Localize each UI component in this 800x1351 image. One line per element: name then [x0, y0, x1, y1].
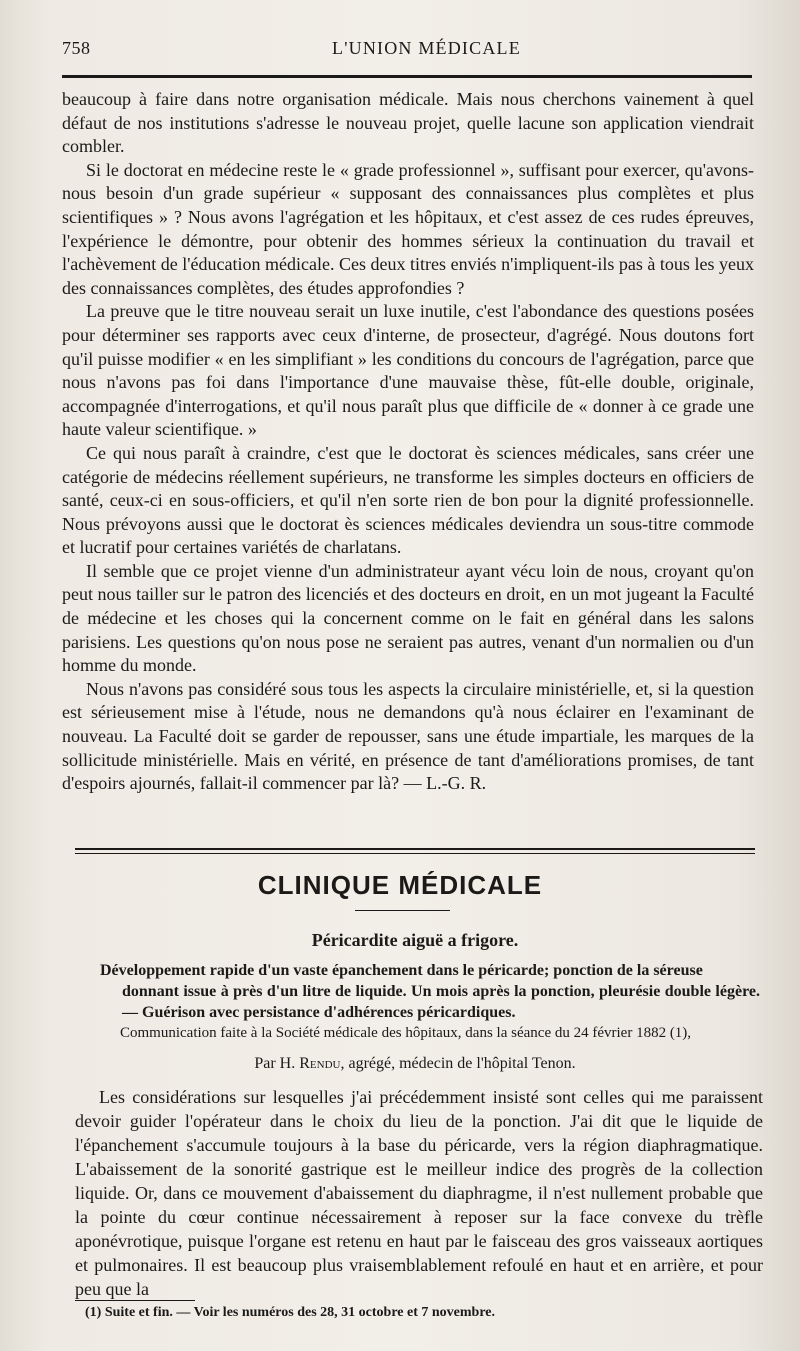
summary-line: Développement rapide d'un vaste épanchement dans le péricarde; ponction de la séreuse	[100, 962, 703, 979]
summary-line: donnant issue à près d'un litre de liquide. Un mois après la ponction, pleurésie double légère. — Guérison avec persistance d'adhérences péricardiques.	[122, 983, 760, 1021]
editorial-text	[62, 88, 754, 796]
paragraph-last	[62, 678, 754, 796]
running-title: L'UNION MÉDICALE	[332, 38, 521, 58]
paragraph: Les considérations sur lesquelles j'ai précédemment insisté sont celles qui me paraissent devoir guider l'opérateur dans le choix du lieu de la ponction. J'ai dit que le liquide de l'épanchement s'accumule toujours à la base du péricarde, vers la région diaphragmatique. L'abaissement de la sonorité gastrique est le meilleur indice des progrès de la collection liquide. Or, dans ce mouvement d'abaissement du diaphragme, il n'est nullement probable que la pointe du cœur continue nécessairement à reposer sur la face convexe du trèfle aponévrotique, puisque l'organe est retenu en haut par le faisceau des gros vaisseaux aortiques et pulmonaires. Il est beaucoup plus vraisemblablement refoulé en haut et en arrière, et pour peu que la	[75, 1087, 763, 1299]
section-title-underline	[355, 910, 450, 911]
article-summary	[100, 960, 760, 1023]
footnote: (1) Suite et fin. — Voir les numéros des 28, 31 octobre et 7 novembre.	[85, 1305, 495, 1320]
section-title: CLINIQUE MÉDICALE	[257, 870, 543, 900]
paragraph: Si le doctorat en médecine reste le « grade professionnel », suffisant pour exercer, qu'avons-nous besoin d'un grade supérieur « supposant des connaissances plus complètes et plus scientifiques » ? Nous avons l'agrégation et les hôpitaux, et c'est assez de ces rudes épreuves, l'expérience le démontre, pour obtenir des hommes sérieux la continuation du travail et l'achèvement de l'éducation médicale. Ces deux titres enviés n'impliquent-ils pas à tous les yeux des connaissances complètes, des études approfondies ?	[62, 159, 754, 298]
footnote-rule	[75, 1300, 195, 1301]
header-rule	[62, 75, 752, 78]
section-divider-thin	[75, 853, 755, 854]
page-number: 758	[62, 38, 91, 58]
paragraph: Il semble que ce projet vienne d'un administrateur ayant vécu loin de nous, croyant qu'on peut nous tailler sur le patron des licenciés et des docteurs en droit, en un mot jugeant la Faculté de médecine et les choses qui la concernent comme on le fait en général dans les salons parisiens. Les questions qu'on nous pose ne seraient pas autres, venant d'un normalien ou d'un homme du monde.	[62, 560, 754, 676]
paragraph: beaucoup à faire dans notre organisation médicale. Mais nous cherchons vainement à quel défaut de nos institutions s'adresse le nouveau projet, quelle lacune son application viendrait combler.	[62, 89, 754, 157]
page-header	[62, 30, 752, 70]
author-line	[0, 1055, 800, 1073]
paragraph-text: Nous n'avons pas considéré sous tous les aspects la circulaire ministérielle, et, si la question est sérieusement mise à l'étude, nous ne demandons qu'à nous éclairer en l'examinant de nouveau. La Faculté doit se garder de repousser, sans une étude impartiale, les marques de la sollicitude ministérielle. Mais en vérité, en présence de tant d'améliorations promises, de tant d'espoirs ajournés, fallait-il commencer par là? —	[62, 678, 754, 794]
paragraph: La preuve que le titre nouveau serait un luxe inutile, c'est l'abondance des questions posées pour déterminer ses rapports avec ceux d'interne, de prosecteur, d'agrégé. Nous doutons fort qu'il puisse modifier « en les simplifiant » les conditions du concours de l'agrégation, parce que nous n'avons pas foi dans l'importance d'une mauvaise thèse, fût-elle double, originale, accompagnée d'interrogations, et qu'il nous paraît plus que difficile de « donner à ce grade une haute valeur scientifique. »	[62, 301, 754, 440]
communication-note: Communication faite à la Société médicale des hôpitaux, dans la séance du 24 février 1882 (1),	[120, 1025, 692, 1041]
article-title: Péricardite aiguë a frigore.	[311, 930, 519, 950]
signature: L.-G. R.	[426, 773, 487, 794]
paragraph: Ce qui nous paraît à craindre, c'est que le doctorat ès sciences médicales, sans créer une catégorie de médecins réellement supérieurs, ne transforme les simples docteurs en officiers de santé, ceux-ci en sous-officiers, et qu'il n'en sorte rien de bon pour la dignité professionnelle. Nous prévoyons aussi que le doctorat ès sciences médicales deviendra un sous-titre commode et lucratif pour certaines variétés de charlatans.	[62, 442, 754, 558]
section-divider	[75, 848, 755, 850]
author-name: Rendu	[299, 1055, 341, 1072]
article-body	[75, 1085, 763, 1301]
author-prefix: Par H.	[254, 1055, 296, 1072]
author-suffix: , agrégé, médecin de l'hôpital Tenon.	[340, 1055, 576, 1072]
